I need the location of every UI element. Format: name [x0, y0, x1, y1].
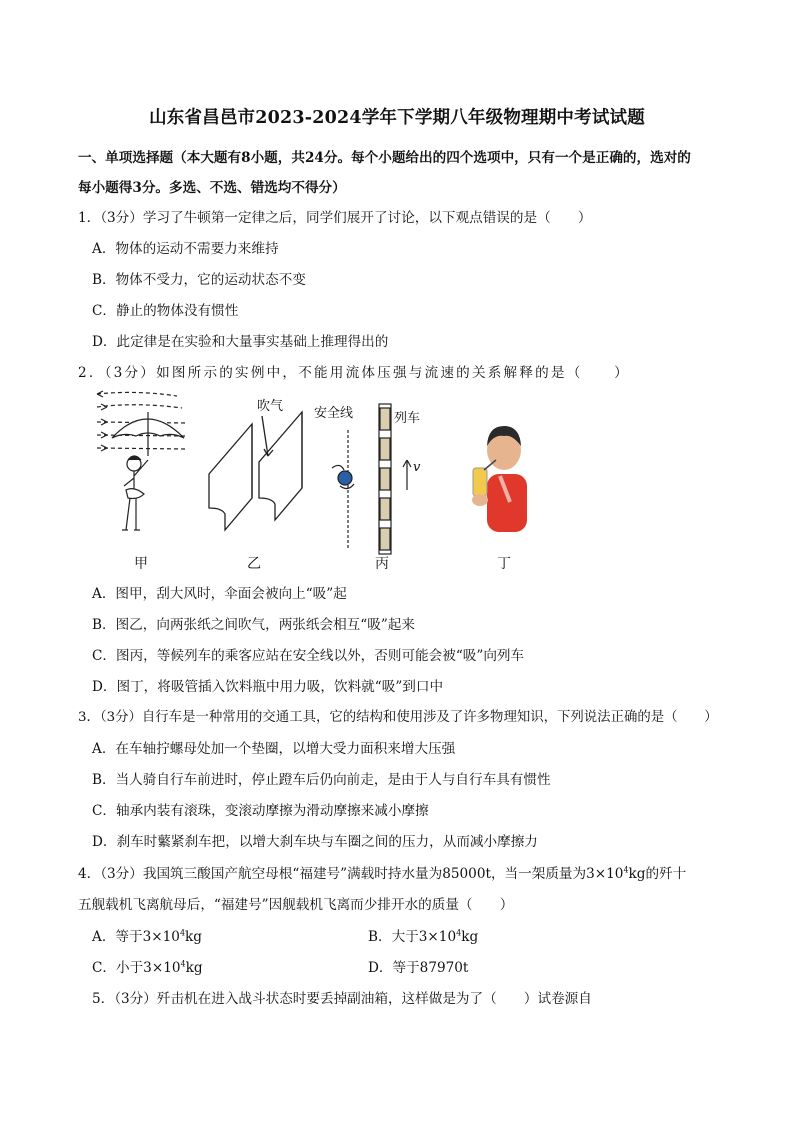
option-c-exponent: 4 [180, 959, 186, 969]
question-4-option-a [92, 925, 202, 945]
option-c-text: C．小于3×10 [92, 960, 181, 976]
caption-jia: 甲 [134, 556, 148, 572]
question-4-option-b [368, 925, 478, 945]
option-b-unit: kg [461, 929, 479, 945]
question-2-option-a: A．图甲，刮大风时，伞面会被向上“吸”起 [92, 586, 347, 602]
question-1-stem: 1．（3分）学习了牛顿第一定律之后，同学们展开了讨论，以下观点错误的是（ ） [78, 210, 592, 226]
figure-d-boy [472, 426, 527, 532]
caption-ding: 丁 [497, 556, 511, 572]
question-4-stem-line2: 五舰载机飞离航母后，“福建号”因舰载机飞离而少排开水的质量（ ） [78, 897, 514, 913]
figure-b-paper [209, 412, 302, 530]
question-5-stem: 5．（3分）歼击机在进入战斗状态时要丢掉副油箱，这样做是为了（ ）试卷源自 [92, 991, 592, 1007]
label-safety-line: 安全线 [314, 406, 354, 421]
question-3-option-b: B．当人骑自行车前进时，停止蹬车后仍向前走，是由于人与自行车具有惯性 [92, 772, 551, 788]
question-2-option-b: B．图乙，向两张纸之间吹气，两张纸会相互“吸”起来 [92, 617, 415, 633]
question-4-option-d: D．等于87970t [368, 960, 469, 976]
label-velocity: v [413, 460, 421, 475]
question-3-option-c: C．轴承内装有滚珠，变滚动摩擦为滑动摩擦来减小摩擦 [92, 803, 429, 819]
question-4-option-c [92, 956, 203, 976]
section-heading-line2: 每小题得3分。多选、不选、错选均不得分） [78, 180, 346, 196]
label-train: 列车 [394, 411, 421, 426]
question-1-option-b: B．物体不受力，它的运动状态不变 [92, 272, 306, 288]
figure-a-umbrella [97, 391, 187, 530]
option-b-text: B．大于3×10 [368, 929, 457, 945]
question-1-option-d: D．此定律是在实验和大量事实基础上推理得出的 [92, 334, 389, 350]
section-heading-line1: 一、单项选择题（本大题有8小题，共24分。每个小题给出的四个选项中，只有一个是正确的，选对的 [78, 150, 691, 166]
page-title: 山东省昌邑市2023-2024学年下学期八年级物理期中考试试题 [149, 108, 645, 128]
question-4-stem-line1 [78, 862, 686, 882]
question-1-option-c: C．静止的物体没有惯性 [92, 303, 239, 319]
question-4-stem-part1: 4．（3分）我国筑三酸国产航空母根“福建号”满载时持水量为85000t，当一架质量为3×10 [78, 866, 624, 882]
question-4-exponent: 4 [623, 865, 629, 875]
caption-yi: 乙 [247, 556, 261, 572]
label-blow: 吹气 [257, 399, 284, 414]
question-3-stem: 3．（3分）自行车是一种常用的交通工具，它的结构和使用涉及了许多物理知识，下列说法正确的是（ ） [78, 710, 718, 725]
option-c-unit: kg [185, 960, 203, 976]
option-b-exponent: 4 [456, 928, 462, 938]
question-2-figure [92, 390, 542, 580]
option-a-exponent: 4 [179, 928, 186, 938]
question-1-option-a: A．物体的运动不需要力来维持 [92, 241, 279, 257]
question-3-option-d: D．刹车时蘩紧刹车把，以增大刹车块与车圈之间的压力，从而减小摩擦力 [92, 834, 538, 850]
caption-bing: 丙 [375, 556, 389, 572]
option-a-unit: kg [185, 929, 202, 945]
question-2-option-c: C．图丙，等候列车的乘客应站在安全线以外，否则可能会被“吸”向列车 [92, 648, 525, 664]
question-3-option-a: A．在车轴拧螺母处加一个垫圈，以增大受力面积来增大压强 [92, 741, 456, 757]
question-2-option-d: D．图丁，将吸管插入饮料瓶中用力吸，饮料就“吸”到口中 [92, 679, 444, 695]
question-4-stem-part2: kg的歼十 [628, 866, 687, 882]
figure-c-platform [332, 404, 411, 554]
option-a-text: A．等于3×10 [92, 929, 180, 945]
question-2-stem: 2．（3分）如图所示的实例中，不能用流体压强与流速的关系解释的是（ ） [78, 365, 630, 381]
